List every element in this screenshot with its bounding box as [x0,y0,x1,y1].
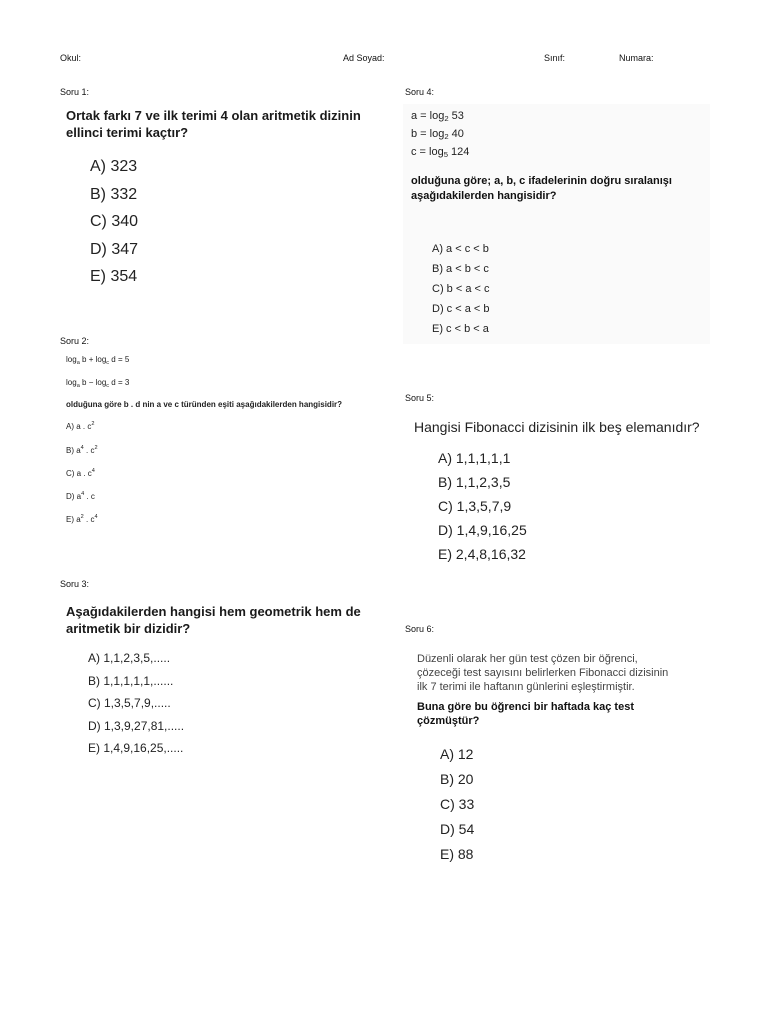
q4-label: Soru 4: [405,87,435,97]
q6-stem-line1: Buna göre bu öğrenci bir haftada kaç test [417,701,634,713]
q4-option-e[interactable]: E) c < b < a [432,323,489,335]
q5-option-d[interactable]: D) 1,4,9,16,25 [438,522,527,538]
q2-equation-2 [66,378,129,389]
q4-line-a [411,110,464,123]
q3-option-b[interactable]: B) 1,1,1,1,1,...... [88,673,174,688]
name-label: Ad Soyad: [343,53,385,63]
q1-stem-line1: Ortak farkı 7 ve ilk terimi 4 olan aritmetik dizinin [66,108,361,123]
q2-option-d-exp: 4 [81,491,85,497]
q4-options [432,243,489,343]
q6-intro-line3: ilk 7 terimi ile haftanın günlerini eşleştirmiştir. [417,681,635,693]
q6-option-b[interactable]: B) 20 [440,771,474,787]
q1-options [90,158,138,296]
q4-stem [411,174,711,204]
q4-line-c-base: 5 [443,150,448,159]
q6-option-c[interactable]: C) 33 [440,796,475,812]
q1-option-a[interactable]: A) 323 [90,158,138,175]
q2-option-b-exp: 4 [80,445,84,451]
q2-eq1-base2: c [106,360,110,366]
q4-line-a-text: a = log [411,110,445,122]
q2-option-b[interactable] [66,445,98,455]
q6-option-e[interactable]: E) 88 [440,846,474,862]
q2-eq2-log2: b − log [79,378,107,387]
q2-option-e-text: E) a [66,515,81,524]
q2-option-b-text: B) a [66,446,81,455]
q4-line-c-text: c = log [411,146,444,158]
q2-option-c[interactable] [66,468,95,478]
q4-line-b [411,128,464,141]
q1-label: Soru 1: [60,87,90,97]
q2-option-e-mid: . c [83,515,95,524]
q2-option-e-exp: 2 [80,514,84,520]
q4-line-a-base: 2 [444,114,449,123]
q5-label: Soru 5: [405,393,435,403]
q5-option-a[interactable]: A) 1,1,1,1,1 [438,450,511,466]
q3-option-c[interactable]: C) 1,3,5,7,9,..... [88,696,171,710]
q3-stem-line1: Aşağıdakilerden hangisi hem geometrik hem de [66,604,361,619]
q3-stem-line2: aritmetik bir dizidir? [66,621,191,636]
q6-stem-line2: çözmüştür? [417,715,480,727]
q3-options [88,651,184,764]
q2-option-d-text: D) a [66,492,82,501]
q4-option-c[interactable]: C) b < a < c [432,283,490,295]
q2-label: Soru 2: [60,336,90,346]
q6-label: Soru 6: [405,624,435,634]
q4-option-d[interactable]: D) c < a < b [432,303,490,315]
q6-intro-line1: Düzenli olarak her gün test çözen bir öğrenci, [417,653,638,665]
q4-stem-line2: aşağıdakilerden hangisidir? [411,190,557,202]
q2-stem: olduğuna göre b . d nin a ve c türünden eşiti aşağıdakilerden hangisidir? [66,400,343,409]
q6-stem [417,700,717,728]
q4-stem-line1: olduğuna göre; a, b, c ifadelerinin doğru sıralanışı [411,175,672,187]
q5-option-e[interactable]: E) 2,4,8,16,32 [438,546,526,562]
q2-option-b-mid: . c [83,446,95,455]
q4-option-b[interactable]: B) a < b < c [432,263,489,275]
q1-option-b[interactable]: B) 332 [90,185,138,203]
q4-line-a-value: 53 [448,110,464,122]
q1-option-e[interactable]: E) 354 [90,268,138,285]
q3-option-d[interactable]: D) 1,3,9,27,81,..... [88,718,185,733]
q5-option-b[interactable]: B) 1,1,2,3,5 [438,474,511,490]
q4-line-b-text: b = log [411,128,445,140]
q2-option-e[interactable] [66,514,98,524]
q2-option-d-mid: . c [84,492,95,501]
q6-option-d[interactable]: D) 54 [440,821,475,837]
q2-option-e-exp2: 4 [94,514,98,520]
q3-stem [66,603,361,637]
number-label: Numara: [619,53,654,63]
q4-line-c-value: 124 [448,146,470,158]
q2-option-c-text: C) a . c [66,469,92,478]
q1-stem-line2: ellinci terimi kaçtır? [66,125,189,140]
q4-line-b-value: 40 [448,128,464,140]
school-label: Okul: [60,53,82,63]
q2-option-a-exp: 2 [91,421,95,427]
q2-eq2-base2: c [106,383,110,389]
q5-option-c[interactable]: C) 1,3,5,7,9 [438,498,512,514]
q3-option-e[interactable]: E) 1,4,9,16,25,..... [88,741,184,755]
q3-label: Soru 3: [60,579,90,589]
q6-option-a[interactable]: A) 12 [440,746,474,762]
q4-line-c [411,146,469,159]
q2-eq2-rhs: d = 3 [109,378,130,387]
q1-option-d[interactable]: D) 347 [90,240,139,258]
q1-stem [66,107,361,141]
q1-option-c[interactable]: C) 340 [90,213,139,230]
q4-option-a[interactable]: A) a < c < b [432,243,489,255]
q2-option-a-text: A) a . c [66,422,92,431]
q6-intro-line2: çözeceği test sayısını belirlerken Fibonacci dizisinin [417,667,669,679]
q2-equation-1 [66,355,129,366]
q2-option-d[interactable] [66,491,95,501]
q2-option-a[interactable] [66,421,94,431]
q2-eq1-log1: log [66,355,77,364]
class-label: Sınıf: [544,53,566,63]
q5-options [438,450,527,570]
q4-line-b-base: 2 [444,132,449,141]
q6-intro [417,652,717,694]
q2-eq1-base1: a [76,360,80,366]
q2-eq1-rhs: d = 5 [109,355,130,364]
q2-eq2-log1: log [66,378,77,387]
q2-eq1-log2: b + log [79,355,107,364]
q2-option-c-exp: 4 [91,468,95,474]
q6-options [440,746,474,871]
q3-option-a[interactable]: A) 1,1,2,3,5,..... [88,651,171,665]
q5-stem: Hangisi Fibonacci dizisinin ilk beş elemanıdır? [414,419,700,435]
q2-eq2-base1: a [76,383,80,389]
q2-option-b-exp2: 2 [94,445,98,451]
